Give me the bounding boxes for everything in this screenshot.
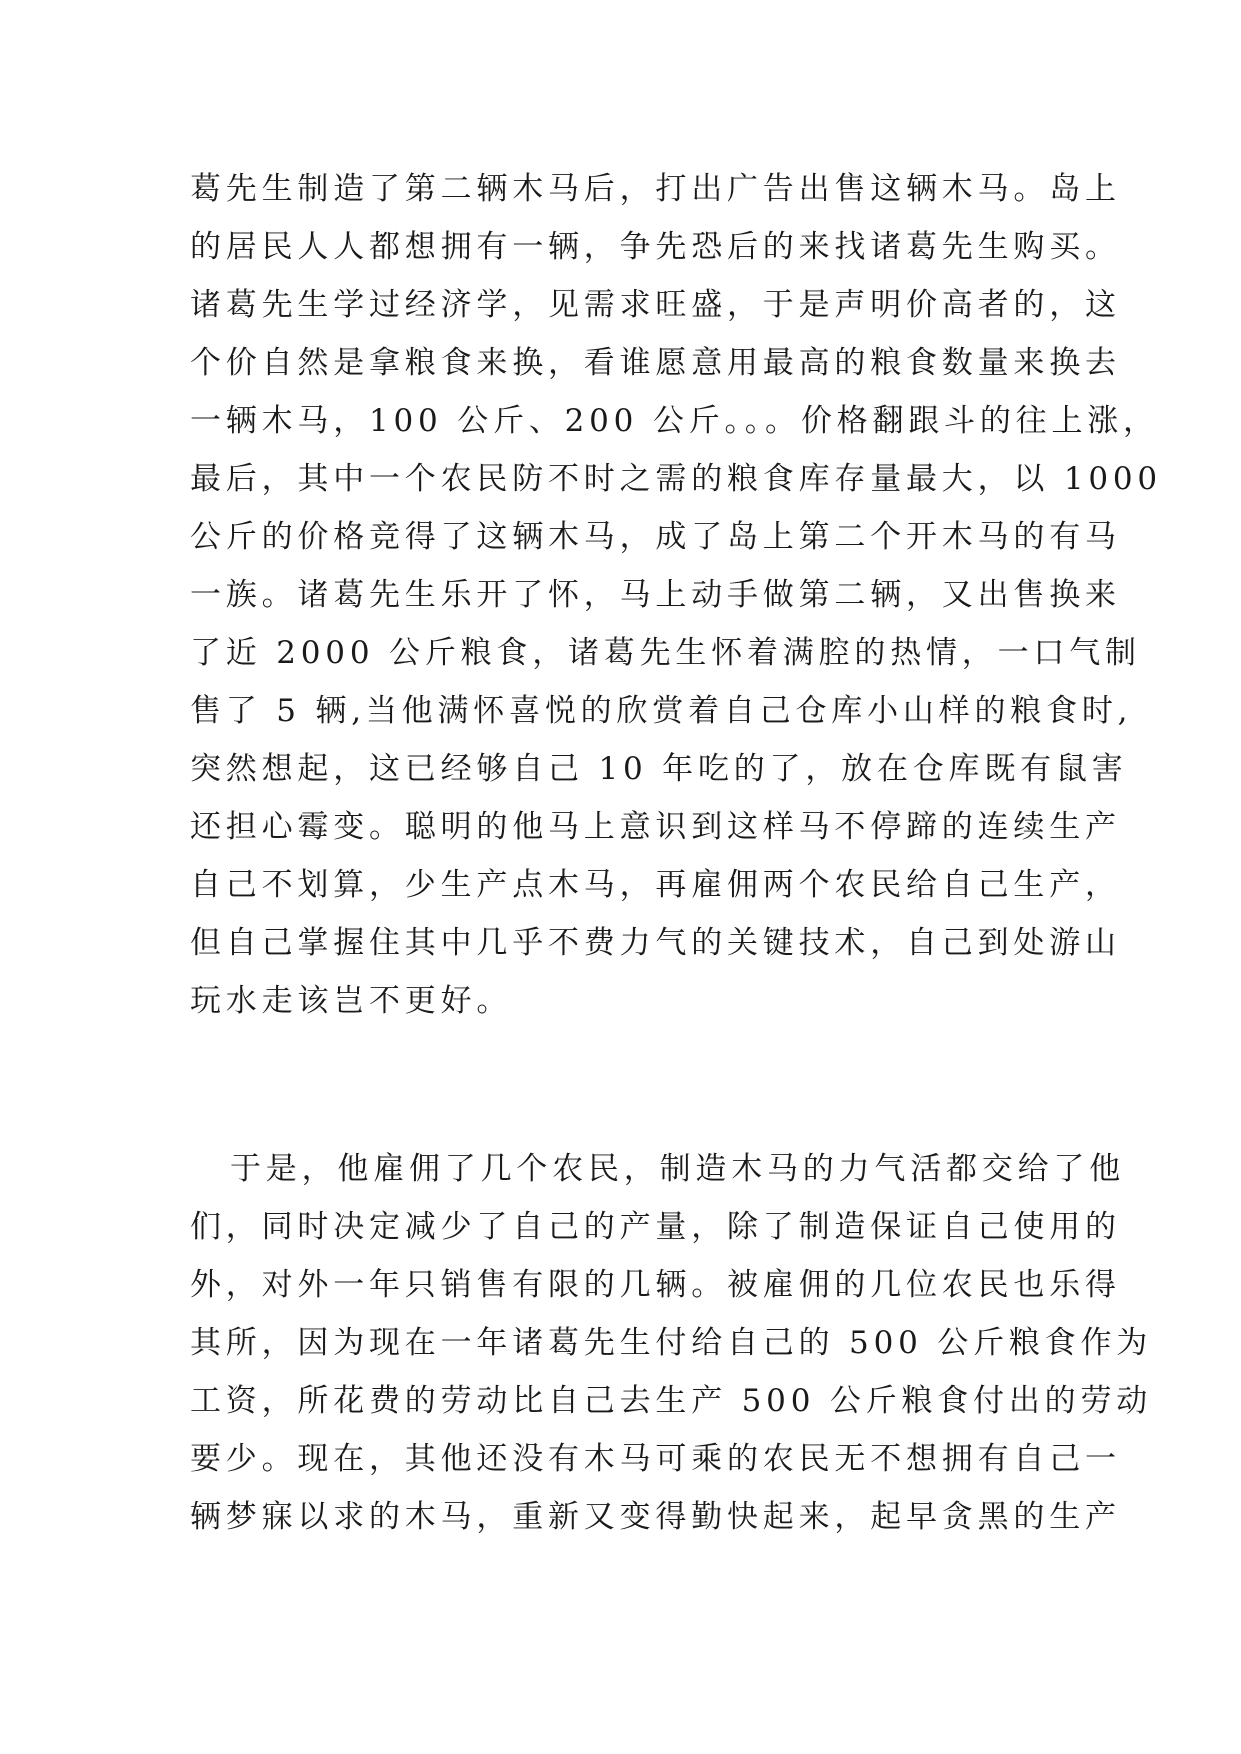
text-line: 其所，因为现在一年诸葛先生付给自己的 500 公斤粮食作为 xyxy=(190,1325,1153,1361)
text-line: 们，同时决定减少了自己的产量，除了制造保证自己使用的 xyxy=(190,1209,1121,1245)
text-line: 个价自然是拿粮食来换，看谁愿意用最高的粮食数量来换去 xyxy=(190,345,1121,381)
text-line: 诸葛先生学过经济学，见需求旺盛，于是声明价高者的，这 xyxy=(190,287,1121,323)
text-line: 要少。现在，其他还没有木马可乘的农民无不想拥有自己一 xyxy=(190,1441,1121,1477)
text-line: 公斤的价格竞得了这辆木马，成了岛上第二个开木马的有马 xyxy=(190,519,1121,555)
text-line: 玩水走该岂不更好。 xyxy=(190,983,513,1019)
text-line: 突然想起，这已经够自己 10 年吃的了，放在仓库既有鼠害 xyxy=(190,751,1128,787)
text-line: 外，对外一年只销售有限的几辆。被雇佣的几位农民也乐得 xyxy=(190,1267,1121,1303)
text-line: 最后，其中一个农民防不时之需的粮食库存量最大，以 1000 xyxy=(190,461,1162,497)
text-line: 还担心霉变。聪明的他马上意识到这样马不停蹄的连续生产 xyxy=(190,809,1121,845)
text-line: 售了 5 辆,当他满怀喜悦的欣赏着自己仓库小山样的粮食时, xyxy=(190,693,1133,729)
text-line: 的居民人人都想拥有一辆，争先恐后的来找诸葛先生购买。 xyxy=(190,229,1121,265)
text-line: 一辆木马，100 公斤、200 公斤。。。价格翻跟斗的往上涨， xyxy=(190,403,1159,439)
text-line: 工资，所花费的劳动比自己去生产 500 公斤粮食付出的劳动 xyxy=(190,1383,1153,1419)
text-line: 葛先生制造了第二辆木马后，打出广告出售这辆木马。岛上 xyxy=(190,171,1121,207)
text-line: 辆梦寐以求的木马，重新又变得勤快起来，起早贪黑的生产 xyxy=(190,1499,1121,1535)
text-line: 了近 2000 公斤粮食，诸葛先生怀着满腔的热情，一口气制 xyxy=(190,635,1141,671)
text-line: 一族。诸葛先生乐开了怀，马上动手做第二辆，又出售换来 xyxy=(190,577,1121,613)
text-line: 但自己掌握住其中几乎不费力气的关键技术，自己到处游山 xyxy=(190,925,1121,961)
text-line: 自己不划算，少生产点木马，再雇佣两个农民给自己生产， xyxy=(190,867,1121,903)
paragraph-2 xyxy=(190,1140,1153,1546)
text-line: 于是，他雇佣了几个农民，制造木马的力气活都交给了他 xyxy=(230,1151,1125,1187)
paragraph-1 xyxy=(190,160,1162,1030)
